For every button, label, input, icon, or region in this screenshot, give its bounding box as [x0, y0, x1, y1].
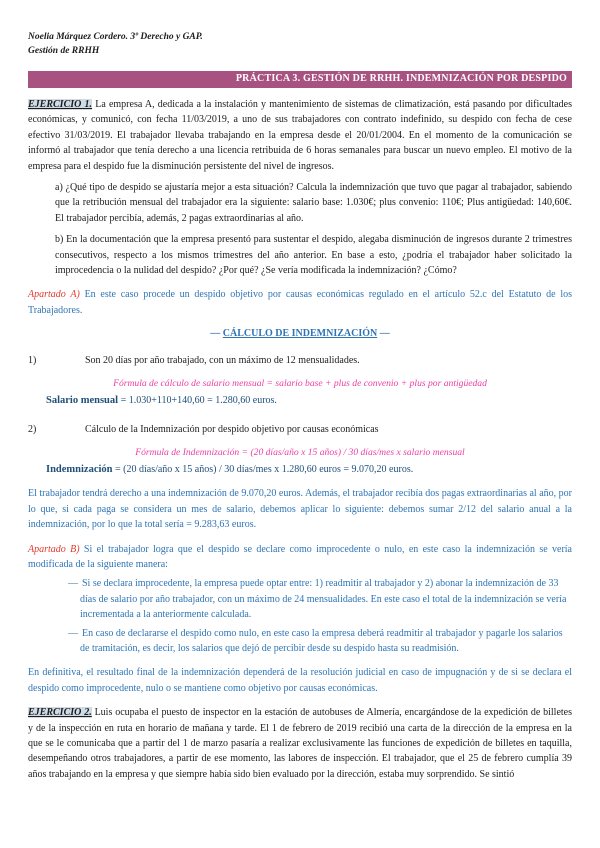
bullet-nulo-text: En caso de declararse el despido como nulo, en este caso la empresa deberá readmitir al trabajador y pagarle los salarios de tramitación, es decir, los salarios que dejó de percibir desde su despido hasta su readmisión.	[80, 627, 563, 654]
question-b: b) En la documentación que la empresa presentó para sustentar el despido, alegaba disminución de ingresos durante 2 trimestres consecutivos, respecto a los mismos trimestres del año anterior. En base a esto, ¿podría el trabajador haber solicitado la improcedencia o la nulidad del despido? ¿Por qué? ¿Se vería modificada la indemnización? ¿Cómo?	[55, 234, 572, 277]
exercise2-intro: Luis ocupaba el puesto de inspector en la estación de autobuses de Almería, encargándose de la expedición de billetes y de la inspección en ruta en horario de mañana y tarde. El 1 de febrero de 2019 recibió una carta de la dirección de la empresa en la que se le comunicaba que a partir del 1 de marzo pasaría a realizar exclusivamente las funciones de expedición de billetes en taquilla, desempeñando otros trabajadores, a partir de ese momento, las labores de inspección. El trabajador, que el 25 de febrero cumplía 39 años trabajando en la empresa y que siempre había sido bien evaluado por la dirección, estaba muy sorprendido. Se sintió	[28, 707, 573, 780]
salary-result-label: Salario mensual	[46, 395, 119, 407]
step2-text: Cálculo de la Indemnización por despido objetivo por causas económicas	[85, 424, 379, 436]
exercise1-intro: La empresa A, dedicada a la instalación y mantenimiento de sistemas de climatización, está pasando por dificultades económicas, y comunicó, con fecha 11/03/2019, a uno de sus trabajadores con contrato indefinido, su despido con fecha de cese efectivo 31/03/2019. El trabajador llevaba trabajando en la empresa desde el 20/01/2004. En el momento de la comunicación se informó al trabajador que tenía derecho a una licencia retribuida de 6 horas semanales para buscar un nuevo empleo. El motivo de la empresa para el despido fue la disminución persistente del nivel de ingresos.	[28, 99, 573, 172]
apartado-b-paragraph	[28, 542, 572, 573]
exercise2-paragraph	[28, 705, 572, 782]
apartado-a-label: Apartado A)	[28, 289, 80, 301]
exercise1-label: EJERCICIO 1.	[28, 99, 93, 110]
calc-step-1	[28, 353, 572, 368]
document-title-banner: PRÁCTICA 3. GESTIÓN DE RRHH. INDEMNIZACIÓN POR DESPIDO	[28, 71, 572, 88]
heading-dash-right: —	[377, 328, 390, 340]
bullet-improcedente	[28, 576, 572, 622]
apartado-a-paragraph	[28, 287, 572, 318]
step1-text: Son 20 días por año trabajado, con un máximo de 12 mensualidades.	[85, 355, 360, 367]
apartado-b-text: Si el trabajador logra que el despido se declare como improcedente o nulo, en este caso la indemnización se vería modificada de la siguiente manera:	[28, 543, 572, 570]
salary-result-value: = 1.030+110+140,60 = 1.280,60 euros.	[118, 395, 277, 407]
calc-heading	[28, 328, 572, 339]
total-indemnity-paragraph: El trabajador tendrá derecho a una indemnización de 9.070,20 euros. Además, el trabajador recibía dos pagas extraordinarias al año, por lo que, si cada paga se considera un mes de salario, debemos aplicar lo siguiente: debemos sumar 2/12 del salario anual a la indemnización, por lo que la total sería = 9.283,63 euros.	[28, 488, 572, 531]
exercise1-paragraph	[28, 97, 572, 174]
heading-dash-left: —	[210, 328, 223, 340]
indemnity-result-label: Indemnización	[46, 464, 113, 476]
bullet-dash: —	[68, 627, 78, 639]
conclusion-paragraph: En definitiva, el resultado final de la indemnización dependerá de la resolución judicial en caso de impugnación y de si se declara el despido como improcedente, nulo o se mantiene como objetivo por causas económicas.	[28, 667, 572, 694]
indemnity-formula: Fórmula de Indemnización = (20 días/año x 15 años) / 30 días/mes x salario mensual	[135, 447, 465, 459]
exercise2-label: EJERCICIO 2.	[28, 707, 92, 719]
question-a: a) ¿Qué tipo de despido se ajustaría mejor a esta situación? Calcula la indemnización que tuvo que pagar al trabajador, sabiendo que la retribución mensual del trabajador era la siguiente: salario base: 1.030€; plus convenio: 110€; Plus antigüedad: 140,60€. El trabajador percibía, además, 2 pagas extraordinarias al año.	[55, 182, 572, 224]
bullet-improcedente-text: Si se declara improcedente, la empresa puede optar entre: 1) readmitir al trabajador y 2) abonar la indemnización de 33 días de salario por año trabajador, con un máximo de 24 mensualidades. En este caso el total de la indemnización se vería incrementada a la anteriormente calculada.	[80, 578, 567, 621]
apartado-b-label: Apartado B)	[28, 543, 80, 555]
heading-text: CÁLCULO DE INDEMNIZACIÓN	[222, 328, 378, 340]
apartado-b-bullets	[28, 576, 572, 656]
step2-number: 2)	[28, 424, 37, 436]
author-line: Noelia Márquez Cordero. 3º Derecho y GAP.	[28, 32, 203, 42]
apartado-a-text: En este caso procede un despido objetivo por causas económicas regulado en el artículo 52.c del Estatuto de los Trabajadores.	[28, 289, 572, 316]
step1-number: 1)	[28, 355, 37, 367]
indemnity-result-value: = (20 días/año x 15 años) / 30 días/mes x 1.280,60 euros = 9.070,20 euros.	[112, 464, 414, 476]
calc-step-2	[28, 422, 572, 437]
salary-formula: Fórmula de cálculo de salario mensual = salario base + plus de convenio + plus por antigüedad	[113, 378, 487, 390]
bullet-nulo	[28, 626, 572, 657]
bullet-dash: —	[68, 578, 78, 590]
exercise1-questions	[28, 180, 572, 278]
course-line: Gestión de RRHH	[28, 46, 100, 56]
salary-result-line	[46, 394, 572, 408]
indemnity-result-line	[46, 463, 572, 477]
